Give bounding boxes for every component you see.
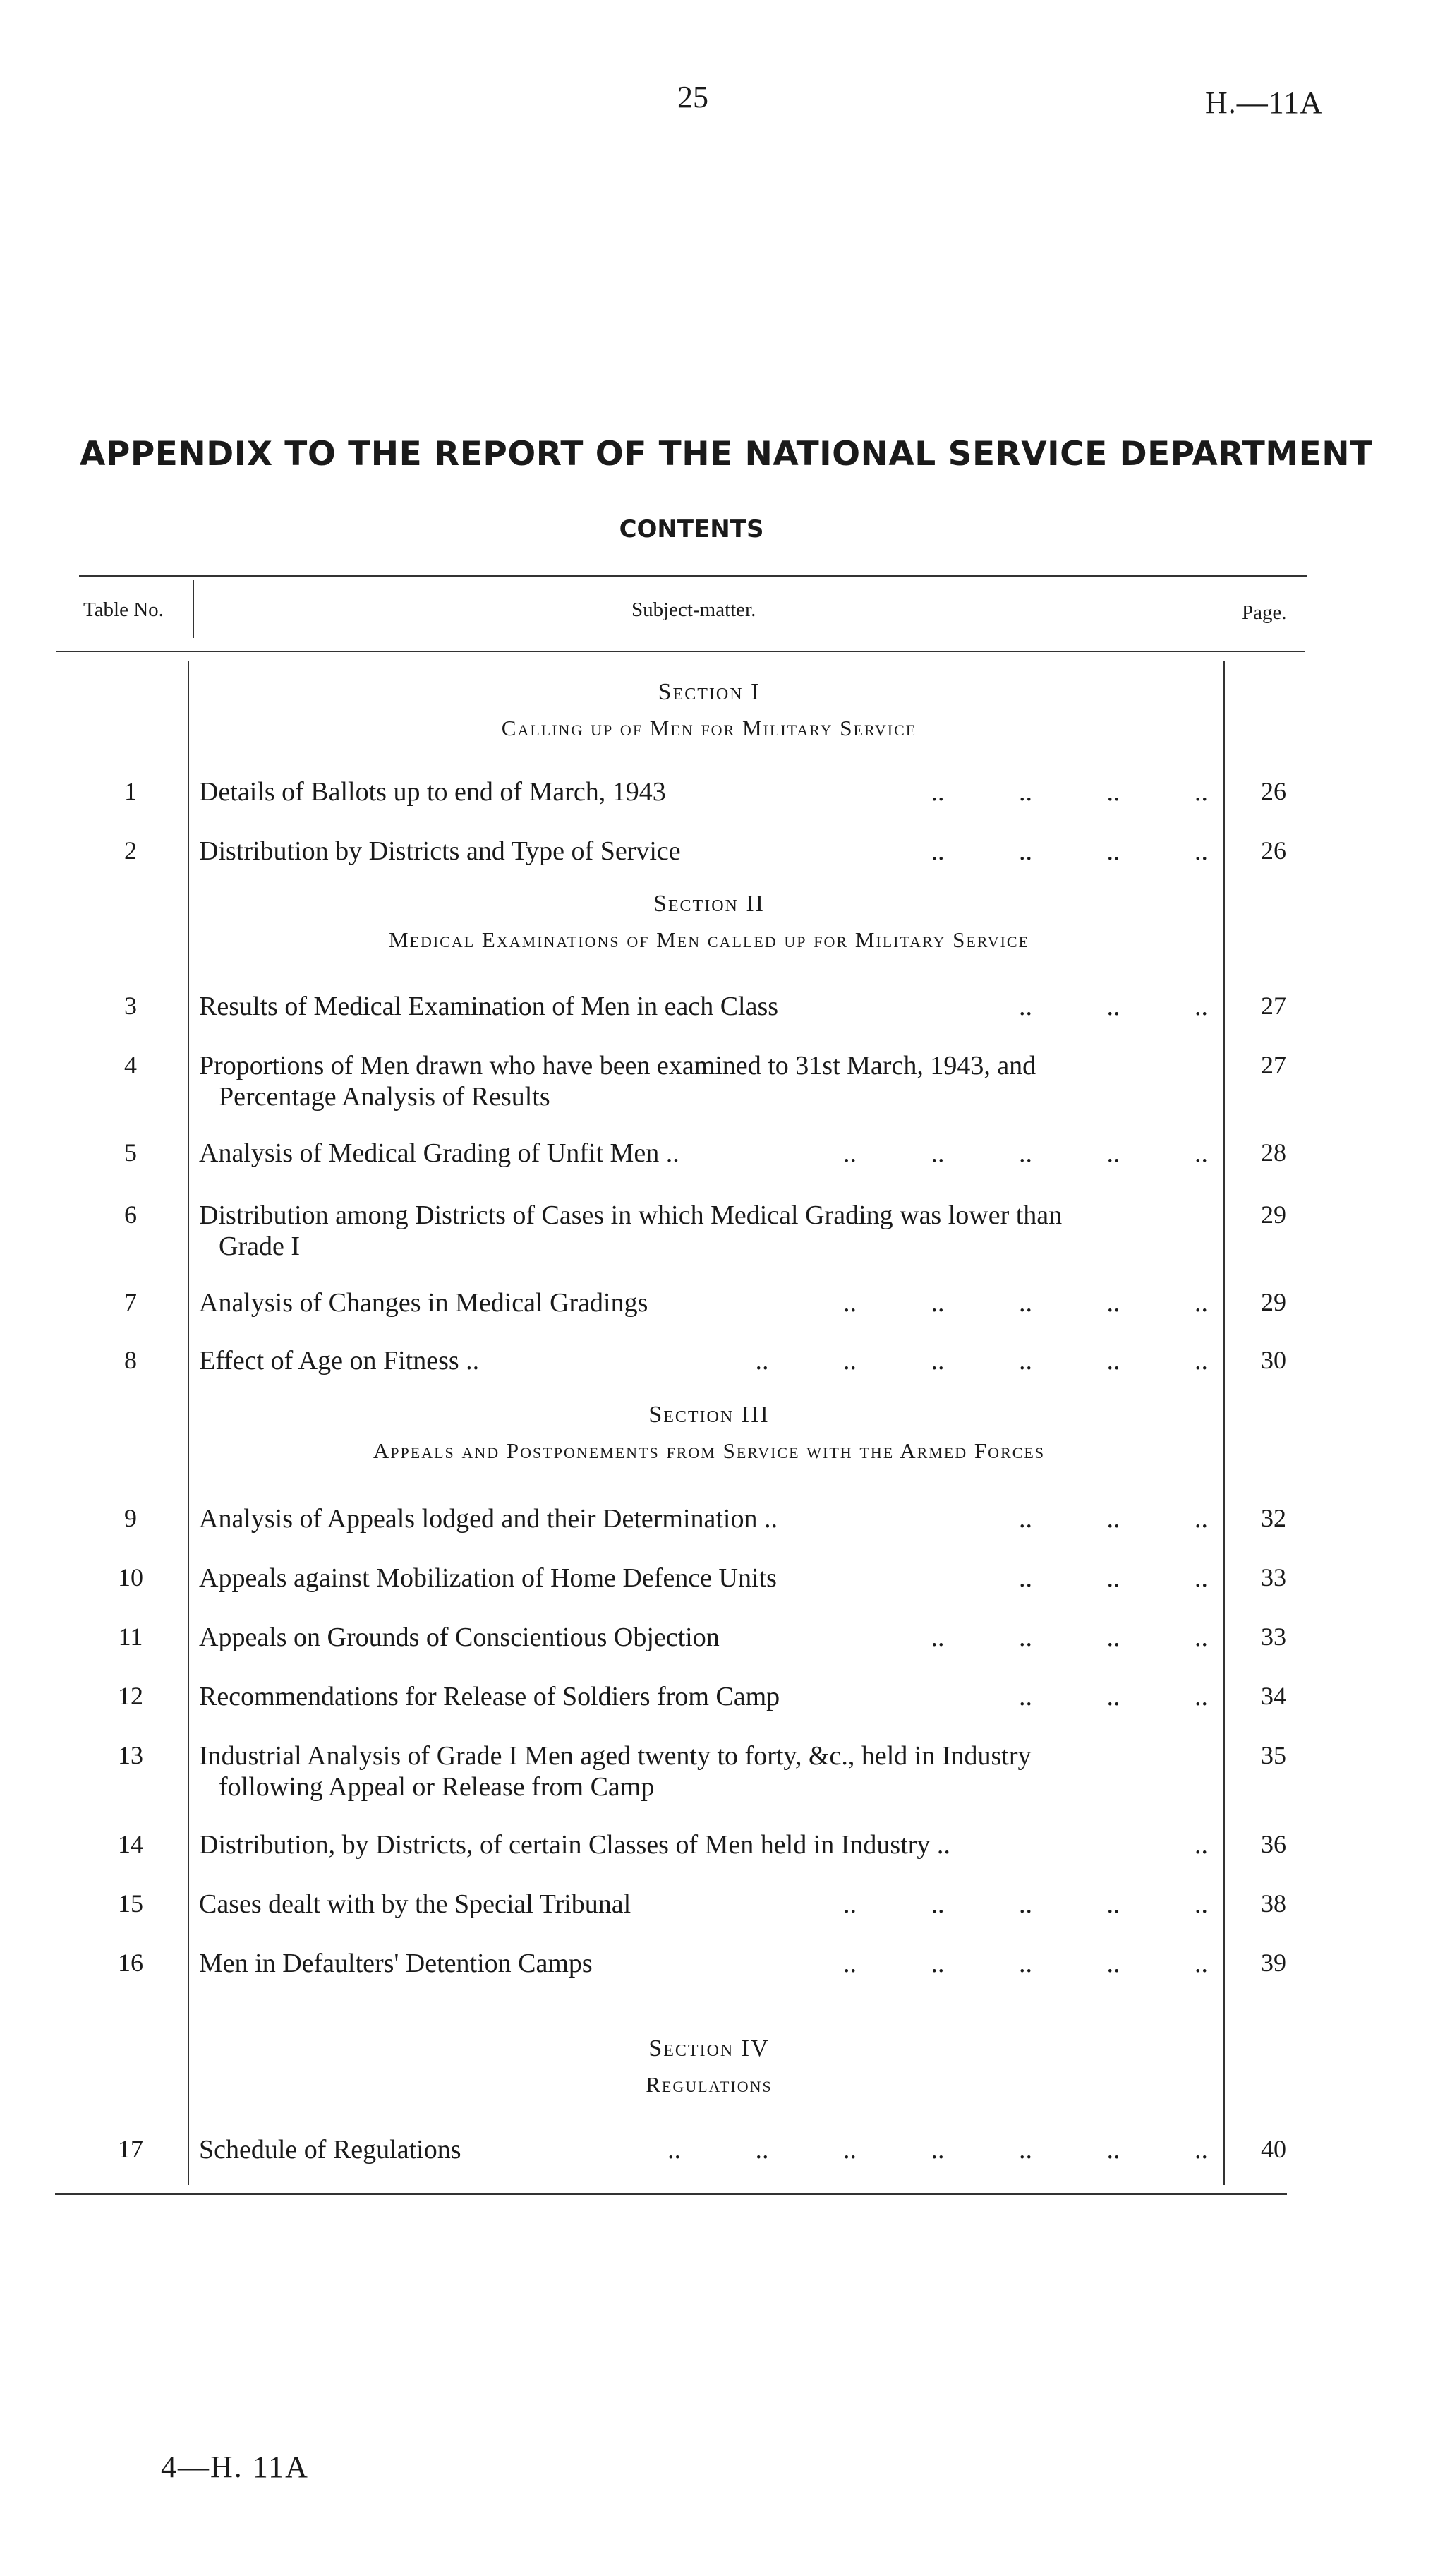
leader-dots: .. .. .. [1019, 1682, 1208, 1711]
page-reference: 40 [1261, 2135, 1286, 2163]
subject-text: Schedule of Regulations [199, 2135, 461, 2165]
subject-matter [199, 1200, 1208, 1262]
table-number: 5 [124, 1138, 137, 1167]
subject-text: Details of Ballots up to end of March, 1943 [199, 777, 666, 807]
column-header-table-no: Table No. [83, 598, 164, 621]
subject-matter [199, 1287, 1208, 1318]
page-reference: 38 [1261, 1889, 1286, 1918]
section-title: Medical Examinations of Men called up for Military Service [388, 927, 1030, 952]
table-number: 1 [124, 777, 137, 805]
leader-dots: .. [1195, 1830, 1208, 1860]
subject-text: Men in Defaulters' Detention Camps [199, 1949, 593, 1978]
leader-dots: .. .. .. .. .. .. .. [667, 2135, 1208, 2165]
leader-dots: .. .. .. [1019, 992, 1208, 1021]
subject-matter [199, 2134, 1208, 2165]
subject-matter [199, 836, 1208, 867]
table-number: 8 [124, 1346, 137, 1374]
subject-matter [199, 1622, 1208, 1653]
section-heading [194, 891, 1224, 953]
leader-dots: .. .. .. .. .. .. [755, 1346, 1208, 1376]
table-number: 4 [124, 1051, 137, 1079]
table-bottom-rule [55, 2193, 1287, 2195]
leader-dots: .. .. .. .. .. [843, 1889, 1208, 1919]
subject-matter [199, 1829, 1208, 1860]
section-label: Section IV [648, 2035, 770, 2062]
subject-text: Analysis of Medical Grading of Unfit Men .. [199, 1138, 679, 1168]
contents-heading: CONTENTS [619, 515, 764, 543]
section-title: Appeals and Postponements from Service with the Armed Forces [373, 1438, 1046, 1463]
footer-signature: 4—H. 11A [161, 2450, 309, 2484]
section-label: Section I [658, 679, 761, 705]
page-number: 25 [677, 80, 708, 114]
subject-continuation: Grade I [219, 1232, 300, 1261]
subject-text: Distribution by Districts and Type of Service [199, 836, 681, 866]
page-reference: 33 [1261, 1563, 1286, 1591]
table-number: 11 [118, 1623, 143, 1651]
subject-matter [199, 1681, 1208, 1712]
subject-text: Proportions of Men drawn who have been examined to 31st March, 1943, and [199, 1051, 1036, 1081]
subject-matter [199, 1138, 1208, 1169]
leader-dots: .. .. .. .. [931, 1623, 1208, 1652]
subject-text: Recommendations for Release of Soldiers from Camp [199, 1682, 780, 1711]
table-number: 15 [118, 1889, 143, 1918]
subject-matter [199, 1503, 1208, 1534]
leader-dots: .. .. .. .. .. [843, 1288, 1208, 1318]
subject-matter [199, 1050, 1208, 1112]
table-number: 14 [118, 1830, 143, 1858]
table-number: 16 [118, 1949, 143, 1977]
subject-matter [199, 1889, 1208, 1920]
subject-matter [199, 1345, 1208, 1376]
page-reference: 27 [1261, 1051, 1286, 1079]
subject-text: Effect of Age on Fitness .. [199, 1346, 480, 1376]
table-number: 7 [124, 1288, 137, 1316]
section-heading [194, 679, 1224, 741]
header-bottom-rule [56, 651, 1305, 652]
header-column-divider [193, 580, 194, 638]
column-header-subject: Subject-matter. [631, 598, 756, 621]
section-title: Calling up of Men for Military Service [501, 716, 917, 740]
page-reference: 39 [1261, 1949, 1286, 1977]
subject-matter [199, 1948, 1208, 1979]
subject-text: Appeals against Mobilization of Home Defence Units [199, 1563, 777, 1593]
table-number: 17 [118, 2135, 143, 2163]
subject-matter [199, 991, 1208, 1022]
subject-text: Cases dealt with by the Special Tribunal [199, 1889, 631, 1919]
page-reference: 35 [1261, 1741, 1286, 1769]
document-code: H.—11A [1205, 85, 1323, 120]
leader-dots: .. .. .. .. .. [843, 1949, 1208, 1978]
subject-matter [199, 1740, 1208, 1802]
subject-text: Distribution among Districts of Cases in which Medical Grading was lower than [199, 1200, 1063, 1230]
section-title: Regulations [646, 2072, 773, 2097]
subject-column-divider [188, 661, 189, 2185]
leader-dots: .. .. .. .. [931, 777, 1208, 807]
table-number: 9 [124, 1504, 137, 1532]
page-reference: 32 [1261, 1504, 1286, 1532]
subject-text: Results of Medical Examination of Men in each Class [199, 992, 779, 1021]
page-reference: 36 [1261, 1830, 1286, 1858]
table-number: 2 [124, 836, 137, 865]
subject-continuation: Percentage Analysis of Results [219, 1082, 550, 1112]
table-number: 10 [118, 1563, 143, 1591]
table-number: 13 [118, 1741, 143, 1769]
section-label: Section III [648, 1402, 770, 1428]
page-reference: 27 [1261, 992, 1286, 1020]
section-heading [194, 2035, 1224, 2097]
subject-text: Analysis of Appeals lodged and their Determination .. [199, 1504, 778, 1534]
subject-text: Appeals on Grounds of Conscientious Objection [199, 1623, 720, 1652]
column-header-page: Page. [1242, 601, 1287, 624]
table-top-rule [79, 575, 1307, 577]
page-reference: 33 [1261, 1623, 1286, 1651]
table-number: 6 [124, 1200, 137, 1229]
subject-text: Analysis of Changes in Medical Gradings [199, 1288, 648, 1318]
leader-dots: .. .. .. .. .. [843, 1138, 1208, 1168]
subject-matter [199, 776, 1208, 807]
page-reference: 26 [1261, 836, 1286, 865]
section-heading [194, 1402, 1224, 1464]
leader-dots: .. .. .. .. [931, 836, 1208, 866]
table-number: 12 [118, 1682, 143, 1710]
subject-continuation: following Appeal or Release from Camp [219, 1772, 655, 1802]
page-reference: 28 [1261, 1138, 1286, 1167]
subject-matter [199, 1563, 1208, 1594]
section-label: Section II [653, 891, 766, 917]
subject-text: Distribution, by Districts, of certain Classes of Men held in Industry .. [199, 1830, 950, 1860]
page-reference: 30 [1261, 1346, 1286, 1374]
page-title: APPENDIX TO THE REPORT OF THE NATIONAL SERVICE DEPARTMENT [80, 435, 1373, 474]
leader-dots: .. .. .. [1019, 1563, 1208, 1593]
subject-text: Industrial Analysis of Grade I Men aged twenty to forty, &c., held in Industry [199, 1741, 1032, 1771]
table-number: 3 [124, 992, 137, 1020]
page-reference: 34 [1261, 1682, 1286, 1710]
page-reference: 29 [1261, 1288, 1286, 1316]
leader-dots: .. .. .. [1019, 1504, 1208, 1534]
page-reference: 29 [1261, 1200, 1286, 1229]
page-reference: 26 [1261, 777, 1286, 805]
